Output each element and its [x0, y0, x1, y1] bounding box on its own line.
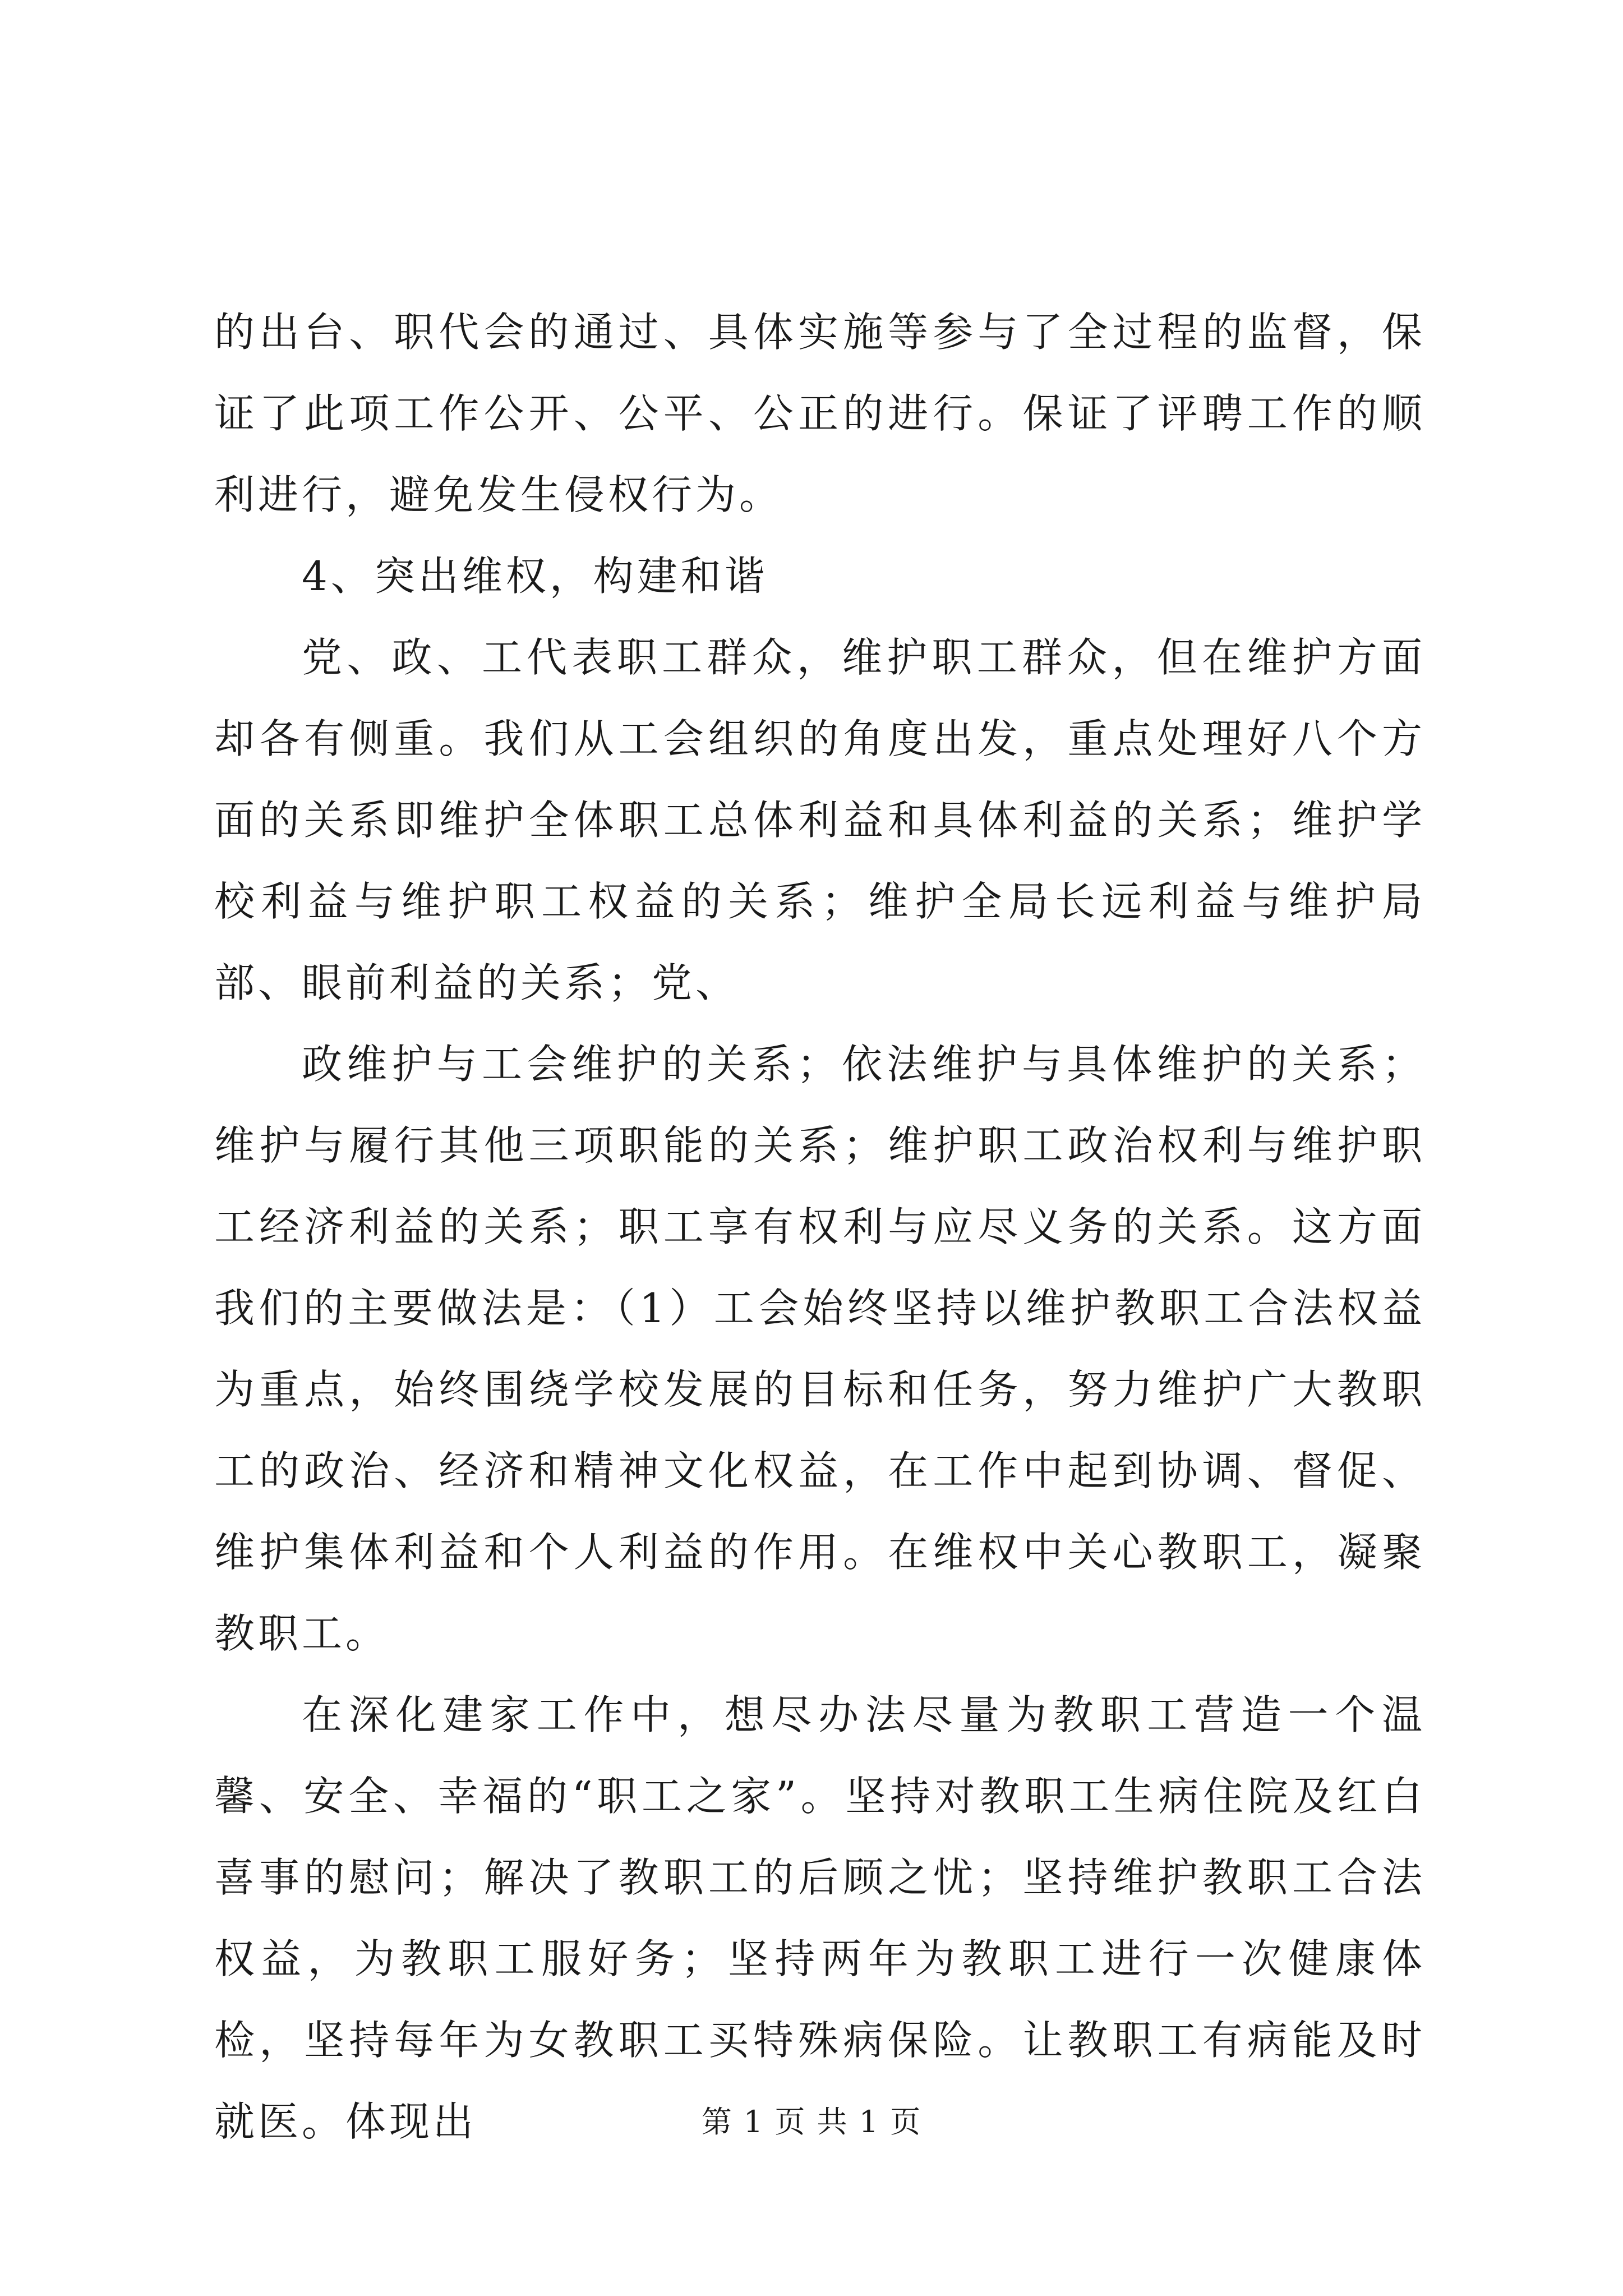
document-body: [214, 292, 1426, 2162]
paragraph-continuation: 的出台、职代会的通过、具体实施等参与了全过程的监督，保证了此项工作公开、公平、公正的进行。保证了评聘工作的顺利进行，避免发生侵权行为。: [214, 309, 1426, 518]
page-footer: 第 1 页 共 1 页: [701, 2104, 922, 2139]
paragraph-practices: 政维护与工会维护的关系；依法维护与具体维护的关系；维护与履行其他三项职能的关系；维护职工政治权利与维护职工经济利益的关系；职工享有权利与应尽义务的关系。这方面我们的主要做法是：（1）工会始终坚持以维护教职工合法权益为重点，始终围绕学校发展的目标和任务，努力维护广大教职工的政治、经济和精神文化权益，在工作中起到协调、督促、维护集体利益和个人利益的作用。在维权中关心教职工，凝聚教职工。: [214, 1041, 1426, 1657]
paragraph-home-building: 在深化建家工作中，想尽办法尽量为教职工营造一个温馨、安全、幸福的“职工之家”。坚持对教职工生病住院及红白喜事的慰问；解决了教职工的后顾之忧；坚持维护教职工合法权益，为教职工服好务；坚持两年为教职工进行一次健康体检，坚持每年为女教职工买特殊病保险。让教职工有病能及时就医。体现出: [214, 1691, 1426, 2145]
paragraph-relations: 党、政、工代表职工群众，维护职工群众，但在维护方面却各有侧重。我们从工会组织的角度出发，重点处理好八个方面的关系即维护全体职工总体利益和具体利益的关系；维护学校利益与维护职工权益的关系；维护全局长远利益与维护局部、眼前利益的关系；党、: [214, 634, 1426, 1006]
section-heading: 4、突出维权，构建和谐: [302, 553, 768, 600]
